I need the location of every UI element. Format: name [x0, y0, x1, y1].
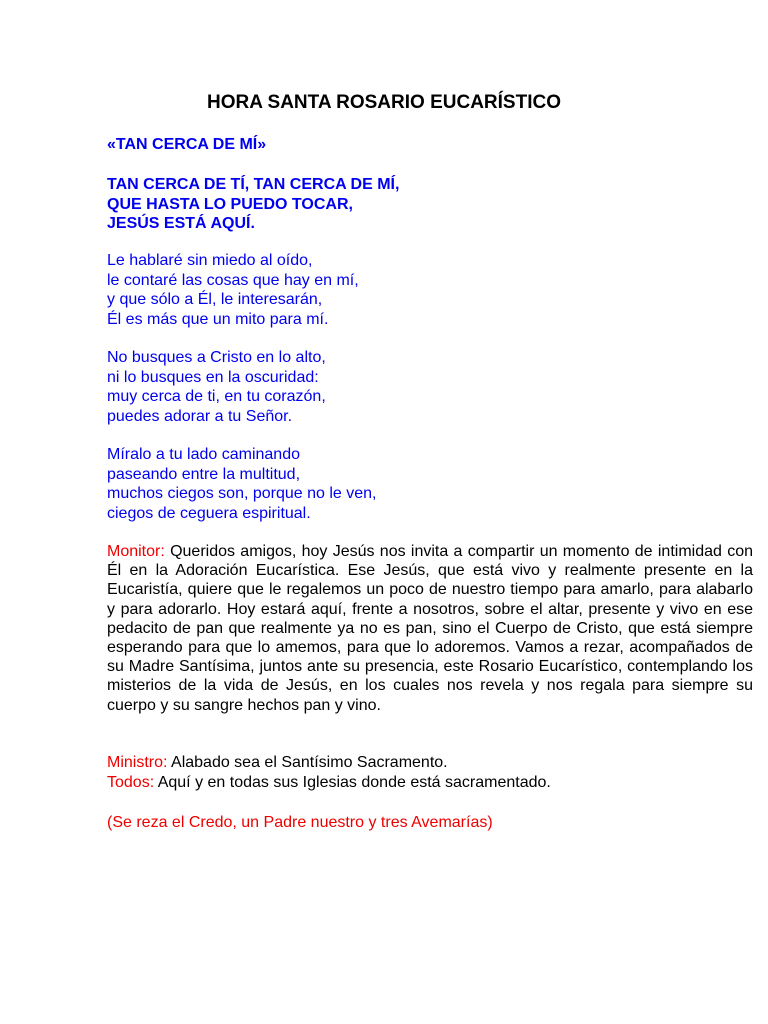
page-title: HORA SANTA ROSARIO EUCARÍSTICO: [207, 92, 561, 113]
stanza-line: Le hablaré sin miedo al oído,: [107, 252, 313, 269]
song-stanza-1: [107, 251, 747, 329]
monitor-paragraph: [107, 542, 753, 715]
stanza-line: y que sólo a Él, le interesarán,: [107, 291, 323, 308]
stanza-line: le contaré las cosas que hay en mí,: [107, 271, 359, 289]
song-stanza-2: [107, 348, 747, 426]
todos-label: Todos:: [107, 774, 155, 791]
stanza-line: No busques a Cristo en lo alto,: [107, 349, 326, 366]
ministro-label: Ministro:: [107, 754, 168, 771]
stanza-line: Él es más que un mito para mí.: [107, 310, 329, 328]
song-stanza-3: [107, 445, 747, 523]
ministro-line: [107, 753, 747, 773]
chorus-line: QUE HASTA LO PUEDO TOCAR,: [107, 195, 353, 213]
song-chorus: [107, 175, 747, 234]
stanza-line: muy cerca de ti, en tu corazón,: [107, 388, 326, 405]
stanza-line: muchos ciegos son, porque no le ven,: [107, 485, 377, 502]
song-title: «TAN CERCA DE MÍ»: [107, 136, 267, 153]
prayer-instruction: (Se reza el Credo, un Padre nuestro y tres Avemarías): [107, 814, 493, 831]
stanza-line: puedes adorar a tu Señor.: [107, 407, 293, 425]
monitor-text: Queridos amigos, hoy Jesús nos invita a compartir un momento de intimidad con Él en la Adoración Eucarística. Ese Jesús, que está vivo y realmente presente en la Eucaristía, quiere que le regalemos un poco de nuestro tiempo para amarlo, para alabarlo y para adorarlo. Hoy estará aquí, frente a nosotros, sobre el altar, presente y vivo en ese pedacito de pan que realmente ya no es pan, sino el Cuerpo de Cristo, que está siempre esperando para que lo amemos, para que lo adoremos. Vamos a rezar, acompañados de su Madre Santísima, juntos ante su presencia, este Rosario Eucarístico, contemplando los misterios de la vida de Jesús, en los cuales nos revela y nos regala para siempre su cuerpo y su sangre hechos pan y vino.: [107, 543, 753, 714]
ministro-text: Alabado sea el Santísimo Sacramento.: [167, 754, 448, 771]
stanza-line: ni lo busques en la oscuridad:: [107, 368, 319, 386]
chorus-line: JESÚS ESTÁ AQUÍ.: [107, 215, 255, 232]
stanza-line: paseando entre la multitud,: [107, 465, 301, 483]
stanza-line: Míralo a tu lado caminando: [107, 446, 300, 463]
todos-text: Aquí y en todas sus Iglesias donde está sacramentado.: [154, 774, 551, 791]
chorus-line: TAN CERCA DE TÍ, TAN CERCA DE MÍ,: [107, 176, 400, 193]
monitor-label: Monitor:: [107, 543, 165, 560]
todos-line: [107, 773, 747, 793]
stanza-line: ciegos de ceguera espiritual.: [107, 504, 311, 522]
